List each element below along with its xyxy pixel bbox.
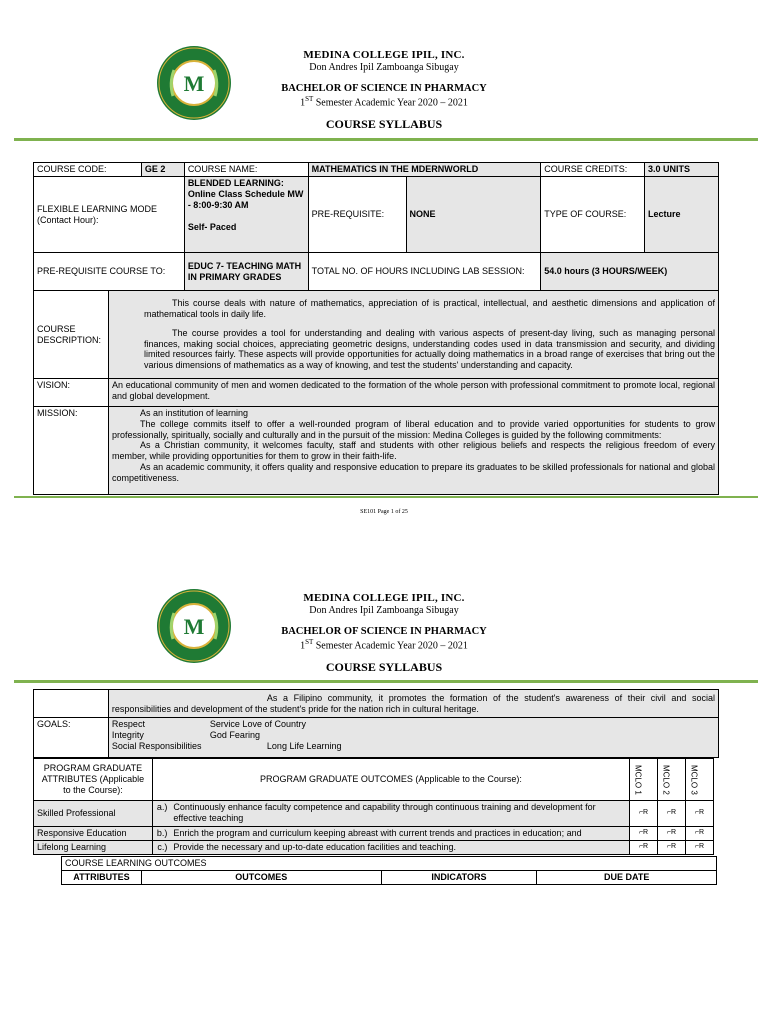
page-1-header — [0, 49, 768, 132]
mission-text: As an institution of learning The college commits itself to offer a well-rounded program of liberal education and to provide varied opportunities for students to grow professionally, spiritually, socially and culturally and in the pursuit of the mission: Medina Colleges is guided by the following commitments: As a Christian community, it welcomes faculty, staff and students with other religious beliefs and respects the religious freedom of every member, while providing opportunities for them to grow in their faith-life. As an academic community, it offers quality and responsive education to prepare its graduates to be skilled professionals for national and global competitiveness. — [108, 407, 718, 495]
program-outcomes-header: PROGRAM GRADUATE OUTCOMES (Applicable to the Course): — [152, 759, 629, 801]
program-outcomes-table — [33, 758, 714, 855]
outcome-cell: Continuously enhance faculty competence and capability through continuous training and development for effective teaching — [170, 801, 629, 827]
vision-text: An educational community of men and women dedicated to the formation of the whole person with professional commitment to promote local, regional and global development. — [108, 379, 718, 407]
outcome-letter: b.) — [152, 827, 170, 841]
svg-text:M: M — [183, 71, 205, 96]
mclo-3-header: MCLO 3 — [685, 759, 713, 801]
col-attributes: ATTRIBUTES — [62, 871, 142, 885]
col-outcomes: OUTCOMES — [141, 871, 381, 885]
mclo-mark: ⌐R — [658, 827, 686, 841]
attribute-cell: Responsive Education — [34, 827, 153, 841]
col-due-date: DUE DATE — [537, 871, 717, 885]
learning-mode-value: BLENDED LEARNING: Online Class Schedule MW - 8:00-9:30 AM Self- Paced — [184, 177, 308, 253]
col-indicators: INDICATORS — [381, 871, 537, 885]
semester-line-2: 1ST Semester Academic Year 2020 – 2021 — [300, 638, 468, 652]
college-address-2: Don Andres Ipil Zamboanga Sibugay — [309, 605, 459, 616]
course-description-label: COURSE DESCRIPTION: — [34, 291, 109, 379]
table-row — [34, 827, 714, 841]
mission-label: MISSION: — [34, 407, 109, 495]
total-hours-label: TOTAL NO. OF HOURS INCLUDING LAB SESSION: — [308, 253, 541, 291]
attribute-cell: Skilled Professional — [34, 801, 153, 827]
prerequisite-to-label: PRE-REQUISITE COURSE TO: — [34, 253, 185, 291]
course-type-value: Lecture — [645, 177, 719, 253]
outcome-cell: Provide the necessary and up-to-date education facilities and teaching. — [170, 840, 629, 854]
course-type-label: TYPE OF COURSE: — [541, 177, 645, 253]
course-name-label: COURSE NAME: — [184, 163, 308, 177]
program-name: BACHELOR OF SCIENCE IN PHARMACY — [281, 83, 487, 94]
learning-mode-label: FLEXIBLE LEARNING MODE (Contact Hour): — [34, 177, 185, 253]
mclo-mark: ⌐R — [685, 827, 713, 841]
mclo-mark: ⌐R — [685, 801, 713, 827]
goals-label: GOALS: — [34, 718, 109, 758]
table-row — [34, 840, 714, 854]
mclo-mark: ⌐R — [630, 801, 658, 827]
svg-text:M: M — [183, 614, 205, 639]
course-credits-label: COURSE CREDITS: — [541, 163, 645, 177]
prerequisite-to-value: EDUC 7- TEACHING MATH IN PRIMARY GRADES — [184, 253, 308, 291]
course-name-value: MATHEMATICS IN THE MDERNWORLD — [308, 163, 541, 177]
course-code-value: GE 2 — [141, 163, 184, 177]
mclo-mark: ⌐R — [658, 801, 686, 827]
syllabus-title: COURSE SYLLABUS — [325, 117, 443, 132]
mclo-2-header: MCLO 2 — [658, 759, 686, 801]
page-number: SE101 Page 1 of 25 — [360, 509, 408, 515]
mclo-mark: ⌐R — [685, 840, 713, 854]
course-code-label: COURSE CODE: — [34, 163, 142, 177]
mclo-mark: ⌐R — [630, 827, 658, 841]
college-name-2: MEDINA COLLEGE IPIL, INC. — [303, 592, 465, 604]
attribute-cell: Lifelong Learning — [34, 840, 153, 854]
table-row — [34, 801, 714, 827]
mclo-1-header: MCLO 1 — [630, 759, 658, 801]
mclo-mark: ⌐R — [630, 840, 658, 854]
prerequisite-label: PRE-REQUISITE: — [308, 177, 406, 253]
outcome-cell: Enrich the program and curriculum keeping abreast with current trends and practices in education; and — [170, 827, 629, 841]
course-credits-value: 3.0 UNITS — [645, 163, 719, 177]
outcome-letter: a.) — [152, 801, 170, 827]
footer-divider — [14, 496, 758, 498]
outcome-letter: c.) — [152, 840, 170, 854]
course-description-text: This course deals with nature of mathematics, appreciation of is practical, intellectual, and aesthetic dimensions and application of mathematical tools in daily life. The course provides a tool for understanding and dealing with various aspects of present-day living, such as managing personal finances, making social choices, appreciating geometric designs, understanding codes used in data transmission and security, and dividing limited resources fairly. These aspects will provide opportunities for actually doing mathematics in a broad range of exercises that bring out the various dimensions of mathematics as a way of knowing, and test the students' understanding and capacity. — [108, 291, 718, 379]
header-divider-2 — [14, 680, 758, 683]
program-attributes-header: PROGRAM GRADUATE ATTRIBUTES (Applicable to the Course): — [34, 759, 153, 801]
program-name-2: BACHELOR OF SCIENCE IN PHARMACY — [281, 626, 487, 637]
semester-line: 1ST Semester Academic Year 2020 – 2021 — [300, 95, 468, 109]
mission-goals-table — [33, 689, 719, 758]
goals-list: Respect Service Love of Country Integrity God Fearing Social Responsibilities Long Life Learning — [108, 718, 718, 758]
course-info-table — [33, 162, 719, 495]
college-name: MEDINA COLLEGE IPIL, INC. — [303, 49, 465, 61]
total-hours-value: 54.0 hours (3 HOURS/WEEK) — [541, 253, 719, 291]
college-address: Don Andres Ipil Zamboanga Sibugay — [309, 62, 459, 73]
header-divider — [14, 138, 758, 141]
course-learning-outcomes-table — [61, 856, 717, 885]
mclo-mark: ⌐R — [658, 840, 686, 854]
clo-header: COURSE LEARNING OUTCOMES — [62, 857, 717, 871]
syllabus-title-2: COURSE SYLLABUS — [325, 660, 443, 675]
page-2-header — [0, 592, 768, 675]
mission-continued-text: As a Filipino community, it promotes the formation of the student's awareness of their civil and social responsibilities and development of the student's pride for the nation rich in cultural heritage. — [108, 690, 718, 718]
prerequisite-value: NONE — [406, 177, 541, 253]
vision-label: VISION: — [34, 379, 109, 407]
